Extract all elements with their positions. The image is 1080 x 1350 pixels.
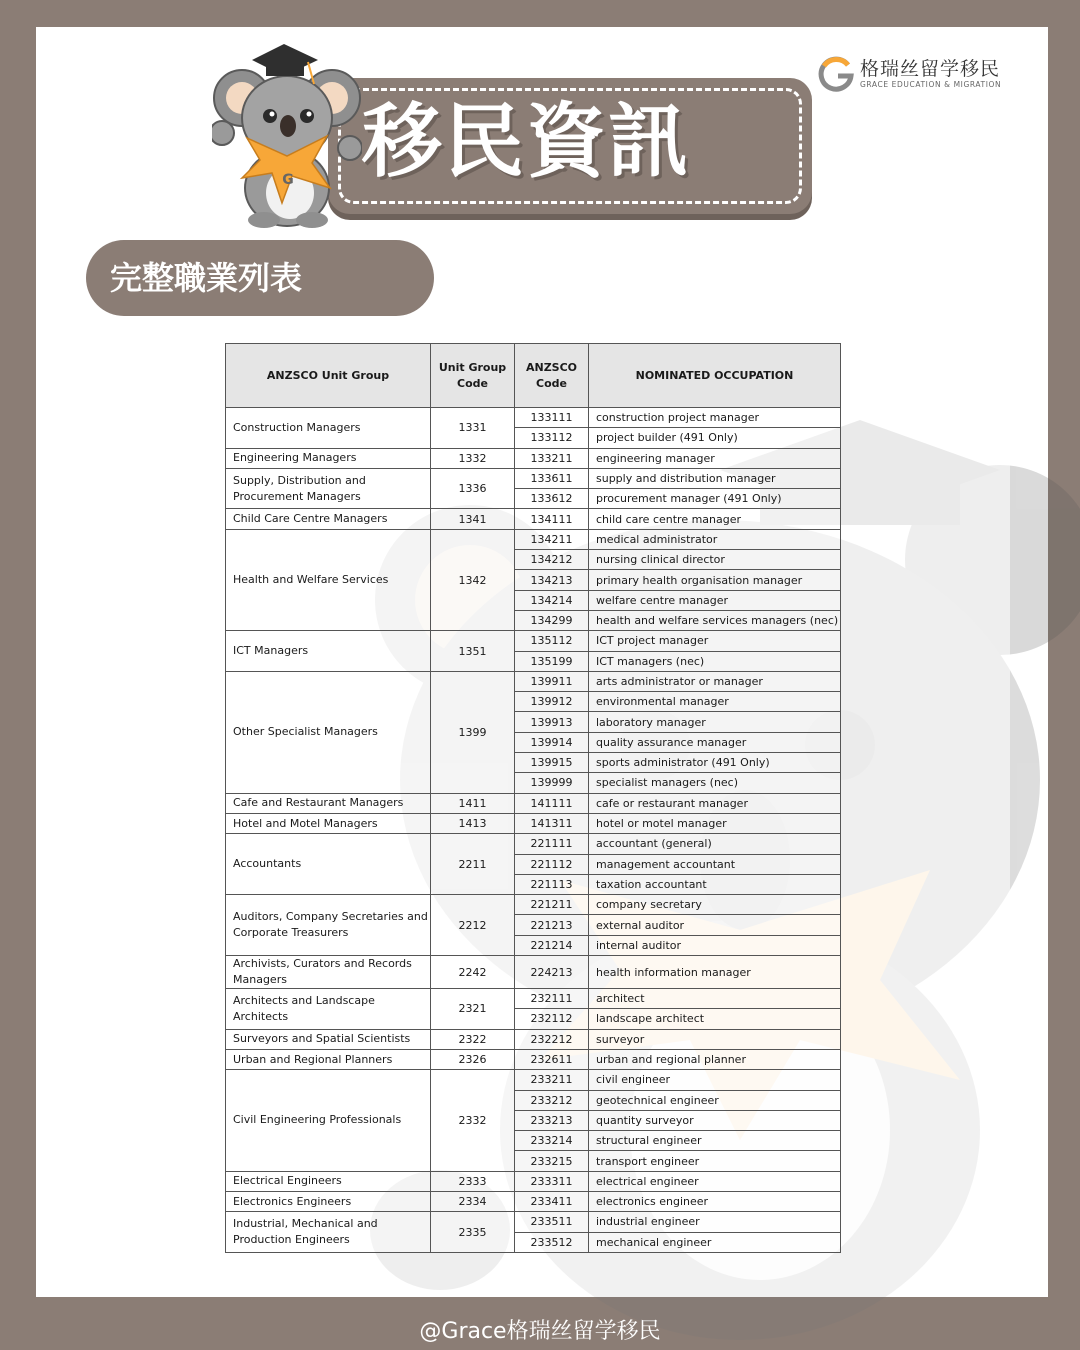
unit-group-name: Engineering Managers	[226, 448, 431, 468]
anzsco-code: 233511	[515, 1212, 589, 1232]
occupation-name: environmental manager	[589, 692, 841, 712]
table-row	[226, 448, 841, 468]
table-row	[226, 1191, 841, 1211]
anzsco-code: 233213	[515, 1110, 589, 1130]
koala-mascot-icon	[212, 38, 362, 228]
occupation-name: quantity surveyor	[589, 1110, 841, 1130]
table-row	[226, 895, 841, 915]
occupation-name: health information manager	[589, 956, 841, 989]
occupation-name: medical administrator	[589, 529, 841, 549]
occupation-name: transport engineer	[589, 1151, 841, 1171]
occupation-name: taxation accountant	[589, 874, 841, 894]
occupation-name: civil engineer	[589, 1070, 841, 1090]
anzsco-code: 233311	[515, 1171, 589, 1191]
table-row	[226, 509, 841, 529]
unit-group-name: Cafe and Restaurant Managers	[226, 793, 431, 813]
header-anzsco-code	[515, 344, 589, 408]
occupation-name: health and welfare services managers (nec)	[589, 610, 841, 630]
unit-group-name: Supply, Distribution and Procurement Managers	[226, 468, 431, 509]
occupation-name: sports administrator (491 Only)	[589, 753, 841, 773]
occupation-name: mechanical engineer	[589, 1232, 841, 1252]
anzsco-code: 232212	[515, 1029, 589, 1049]
unit-group-name: Construction Managers	[226, 408, 431, 449]
anzsco-code: 141311	[515, 813, 589, 833]
anzsco-code: 232112	[515, 1009, 589, 1029]
header-unit-group-code-line2: Code	[457, 376, 488, 390]
anzsco-code: 134299	[515, 610, 589, 630]
unit-group-code: 1342	[431, 529, 515, 630]
anzsco-code: 233512	[515, 1232, 589, 1252]
anzsco-code: 139999	[515, 773, 589, 793]
table-row	[226, 813, 841, 833]
anzsco-code: 139912	[515, 692, 589, 712]
table-row	[226, 468, 841, 488]
occupation-name: accountant (general)	[589, 834, 841, 854]
unit-group-name: Accountants	[226, 834, 431, 895]
unit-group-code: 1341	[431, 509, 515, 529]
occupation-name: industrial engineer	[589, 1212, 841, 1232]
anzsco-code: 233212	[515, 1090, 589, 1110]
table-row	[226, 834, 841, 854]
unit-group-name: Electronics Engineers	[226, 1191, 431, 1211]
occupation-name: supply and distribution manager	[589, 468, 841, 488]
unit-group-name: Archivists, Curators and Records Managers	[226, 956, 431, 989]
table-row	[226, 529, 841, 549]
unit-group-code: 2332	[431, 1070, 515, 1171]
unit-group-name: Health and Welfare Services	[226, 529, 431, 630]
table-row	[226, 408, 841, 428]
brand-subtitle: GRACE EDUCATION & MIGRATION	[860, 80, 1002, 89]
anzsco-code: 133611	[515, 468, 589, 488]
unit-group-name: Auditors, Company Secretaries and Corporate Treasurers	[226, 895, 431, 956]
anzsco-code: 233214	[515, 1131, 589, 1151]
unit-group-name: Civil Engineering Professionals	[226, 1070, 431, 1171]
occupation-name: electronics engineer	[589, 1191, 841, 1211]
section-title: 完整職業列表	[110, 259, 303, 297]
table-row	[226, 1029, 841, 1049]
grace-g-logo-icon	[818, 56, 854, 92]
unit-group-code: 2326	[431, 1049, 515, 1069]
brand-logo	[818, 54, 1018, 94]
occupation-name: child care centre manager	[589, 509, 841, 529]
unit-group-name: Industrial, Mechanical and Production Engineers	[226, 1212, 431, 1253]
occupation-table-body	[226, 408, 841, 1253]
occupation-name: arts administrator or manager	[589, 671, 841, 691]
unit-group-code: 2242	[431, 956, 515, 989]
header-unit-group-code	[431, 344, 515, 408]
anzsco-code: 221211	[515, 895, 589, 915]
occupation-name: electrical engineer	[589, 1171, 841, 1191]
occupation-name: construction project manager	[589, 408, 841, 428]
anzsco-code: 141111	[515, 793, 589, 813]
unit-group-code: 2333	[431, 1171, 515, 1191]
unit-group-code: 1399	[431, 671, 515, 793]
anzsco-code: 233411	[515, 1191, 589, 1211]
unit-group-code: 2212	[431, 895, 515, 956]
unit-group-name: Child Care Centre Managers	[226, 509, 431, 529]
occupation-table	[225, 343, 841, 1253]
footer-handle: @Grace格瑞丝留学移民	[419, 1319, 661, 1344]
unit-group-code: 2211	[431, 834, 515, 895]
anzsco-code: 139913	[515, 712, 589, 732]
anzsco-code: 134211	[515, 529, 589, 549]
table-row	[226, 1049, 841, 1069]
svg-text:G: G	[282, 172, 294, 188]
table-row	[226, 1070, 841, 1090]
unit-group-name: Architects and Landscape Architects	[226, 989, 431, 1030]
unit-group-code: 1331	[431, 408, 515, 449]
header-anzsco-unit-group: ANZSCO Unit Group	[226, 344, 431, 408]
occupation-name: urban and regional planner	[589, 1049, 841, 1069]
header-unit-group-code-line1: Unit Group	[438, 360, 507, 374]
occupation-name: welfare centre manager	[589, 590, 841, 610]
anzsco-code: 134213	[515, 570, 589, 590]
occupation-name: project builder (491 Only)	[589, 428, 841, 448]
anzsco-code: 221113	[515, 874, 589, 894]
anzsco-code: 139911	[515, 671, 589, 691]
unit-group-code: 2322	[431, 1029, 515, 1049]
anzsco-code: 135112	[515, 631, 589, 651]
occupation-name: procurement manager (491 Only)	[589, 489, 841, 509]
anzsco-code: 133211	[515, 448, 589, 468]
unit-group-code: 1336	[431, 468, 515, 509]
unit-group-name: Electrical Engineers	[226, 1171, 431, 1191]
anzsco-code: 233215	[515, 1151, 589, 1171]
occupation-name: specialist managers (nec)	[589, 773, 841, 793]
brand-name: 格瑞丝留学移民	[860, 58, 1001, 80]
anzsco-code: 134111	[515, 509, 589, 529]
header-nominated-occupation: NOMINATED OCCUPATION	[589, 344, 841, 408]
anzsco-code: 232111	[515, 989, 589, 1009]
occupation-name: ICT managers (nec)	[589, 651, 841, 671]
anzsco-code: 134214	[515, 590, 589, 610]
table-row	[226, 1212, 841, 1232]
occupation-name: cafe or restaurant manager	[589, 793, 841, 813]
unit-group-code: 1411	[431, 793, 515, 813]
occupation-name: primary health organisation manager	[589, 570, 841, 590]
anzsco-code: 233211	[515, 1070, 589, 1090]
table-row	[226, 1171, 841, 1191]
occupation-name: surveyor	[589, 1029, 841, 1049]
anzsco-code: 221112	[515, 854, 589, 874]
table-row	[226, 793, 841, 813]
header-anzsco-code-line2: Code	[536, 376, 567, 390]
table-row	[226, 631, 841, 651]
table-row	[226, 956, 841, 989]
anzsco-code: 232611	[515, 1049, 589, 1069]
banner-title: 移民資訊	[362, 95, 690, 188]
occupation-name: architect	[589, 989, 841, 1009]
occupation-name: structural engineer	[589, 1131, 841, 1151]
table-row	[226, 989, 841, 1009]
occupation-name: external auditor	[589, 915, 841, 935]
occupation-name: laboratory manager	[589, 712, 841, 732]
unit-group-code: 1351	[431, 631, 515, 672]
occupation-name: nursing clinical director	[589, 550, 841, 570]
occupation-name: geotechnical engineer	[589, 1090, 841, 1110]
table-row	[226, 671, 841, 691]
header-anzsco-code-line1: ANZSCO	[525, 360, 578, 374]
occupation-name: landscape architect	[589, 1009, 841, 1029]
occupation-name: management accountant	[589, 854, 841, 874]
unit-group-name: ICT Managers	[226, 631, 431, 672]
anzsco-code: 139915	[515, 753, 589, 773]
anzsco-code: 221214	[515, 935, 589, 955]
anzsco-code: 224213	[515, 956, 589, 989]
anzsco-code: 221111	[515, 834, 589, 854]
anzsco-code: 139914	[515, 732, 589, 752]
anzsco-code: 134212	[515, 550, 589, 570]
unit-group-code: 2335	[431, 1212, 515, 1253]
occupation-name: ICT project manager	[589, 631, 841, 651]
unit-group-code: 2334	[431, 1191, 515, 1211]
anzsco-code: 133612	[515, 489, 589, 509]
anzsco-code: 135199	[515, 651, 589, 671]
occupation-name: internal auditor	[589, 935, 841, 955]
table-header-row	[226, 344, 841, 408]
unit-group-name: Urban and Regional Planners	[226, 1049, 431, 1069]
occupation-name: company secretary	[589, 895, 841, 915]
anzsco-code: 133111	[515, 408, 589, 428]
unit-group-name: Hotel and Motel Managers	[226, 813, 431, 833]
occupation-name: engineering manager	[589, 448, 841, 468]
occupation-name: hotel or motel manager	[589, 813, 841, 833]
unit-group-code: 1332	[431, 448, 515, 468]
occupation-name: quality assurance manager	[589, 732, 841, 752]
unit-group-code: 2321	[431, 989, 515, 1030]
anzsco-code: 133112	[515, 428, 589, 448]
unit-group-name: Surveyors and Spatial Scientists	[226, 1029, 431, 1049]
unit-group-code: 1413	[431, 813, 515, 833]
unit-group-name: Other Specialist Managers	[226, 671, 431, 793]
anzsco-code: 221213	[515, 915, 589, 935]
